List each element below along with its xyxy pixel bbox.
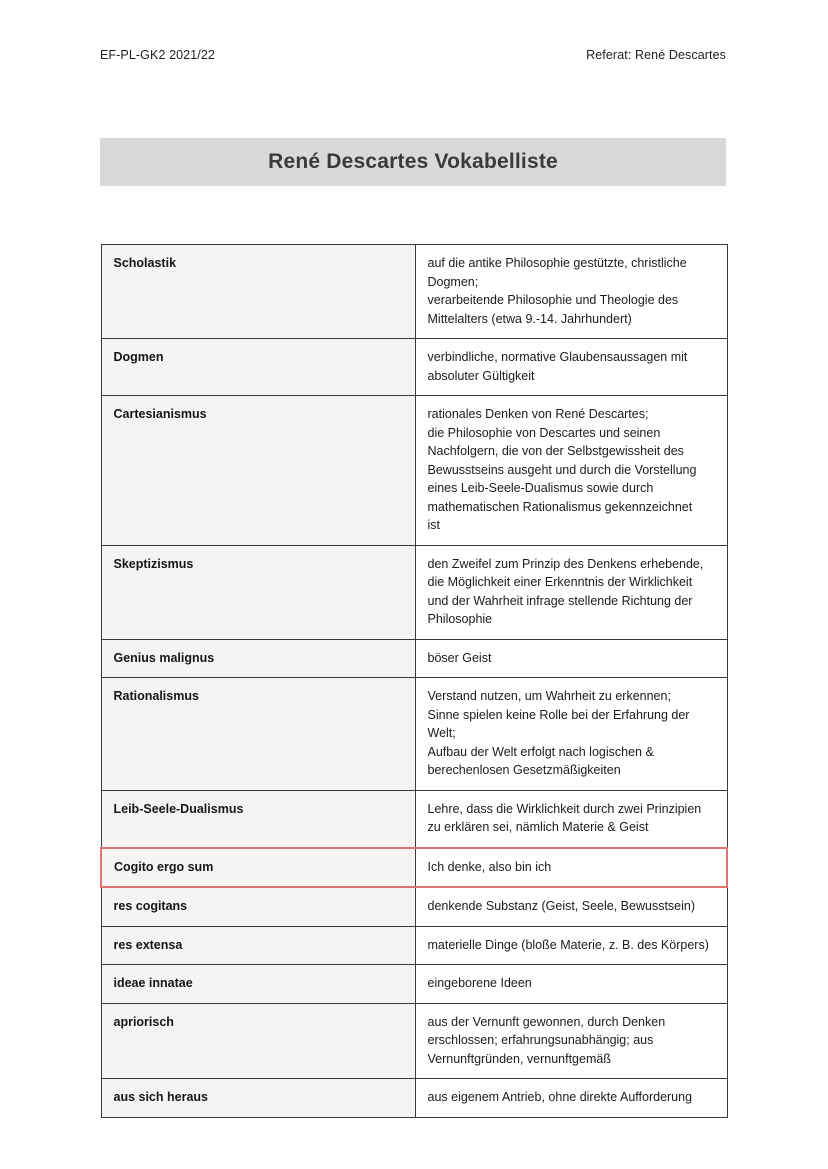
- table-row: [101, 1003, 727, 1079]
- vocabulary-term-cell: aus sich heraus: [101, 1079, 415, 1118]
- vocabulary-term-cell: Cogito ergo sum: [101, 848, 415, 888]
- definition-line: Welt;: [427, 726, 456, 740]
- definition-line: absoluter Gültigkeit: [427, 368, 535, 383]
- vocabulary-term-cell: Rationalismus: [101, 678, 415, 791]
- definition-line: Aufbau der Welt erfolgt nach logischen &: [427, 744, 654, 759]
- table-row: [101, 639, 727, 678]
- definition-line: verbindliche, normative Glaubensaussagen mit: [427, 350, 688, 364]
- vocabulary-table-body: [101, 245, 727, 1118]
- document-header: [100, 48, 726, 62]
- definition-line: Sinne spielen keine Rolle bei der Erfahrung der: [427, 707, 690, 722]
- vocabulary-term-cell: Dogmen: [101, 339, 415, 396]
- page-title: René Descartes Vokabelliste: [268, 150, 558, 173]
- definition-line: eines Leib-Seele-Dualismus sowie durch: [427, 481, 654, 495]
- vocabulary-definition-cell: [415, 1079, 727, 1118]
- definition-line: die Möglichkeit einer Erkenntnis der Wirklichkeit: [427, 575, 693, 589]
- vocabulary-table-container: [100, 244, 726, 1118]
- definition-line: aus der Vernunft gewonnen, durch Denken: [427, 1014, 666, 1029]
- table-row: [101, 848, 727, 888]
- vocabulary-definition-cell: [415, 790, 727, 848]
- definition-line: erschlossen; erfahrungsunabhängig; aus: [427, 1033, 654, 1047]
- definition-line: Verstand nutzen, um Wahrheit zu erkennen;: [427, 689, 671, 703]
- definition-line: rationales Denken von René Descartes;: [427, 407, 649, 421]
- vocabulary-term-cell: Skeptizismus: [101, 545, 415, 639]
- table-row: [101, 965, 727, 1004]
- definition-line: Philosophie: [427, 612, 493, 626]
- table-row: [101, 678, 727, 791]
- definition-line: mathematischen Rationalismus gekennzeichnet: [427, 499, 693, 514]
- table-row: [101, 396, 727, 546]
- definition-line: verarbeitende Philosophie und Theologie des: [427, 293, 679, 307]
- table-row: [101, 339, 727, 396]
- definition-line: böser Geist: [427, 650, 492, 665]
- table-row: [101, 790, 727, 848]
- table-row: [101, 245, 727, 339]
- definition-line: Nachfolgern, die von der Selbstgewissheit des: [427, 444, 684, 458]
- vocabulary-definition-cell: [415, 1003, 727, 1079]
- vocabulary-term-cell: Scholastik: [101, 245, 415, 339]
- table-row: [101, 545, 727, 639]
- vocabulary-definition-cell: [415, 245, 727, 339]
- definition-line: Vernunftgründen, vernunftgemäß: [427, 1051, 611, 1066]
- definition-line: den Zweifel zum Prinzip des Denkens erhebende,: [427, 556, 704, 571]
- vocabulary-definition-cell: [415, 965, 727, 1004]
- vocabulary-definition-cell: [415, 678, 727, 791]
- definition-line: eingeborene Ideen: [427, 976, 532, 990]
- vocabulary-definition-cell: [415, 545, 727, 639]
- vocabulary-term-cell: Genius malignus: [101, 639, 415, 678]
- course-code-label: EF-PL-GK2 2021/22: [100, 48, 215, 62]
- vocabulary-table: [100, 244, 728, 1118]
- definition-line: und der Wahrheit infrage stellende Richtung der: [427, 593, 693, 608]
- table-row: [101, 887, 727, 926]
- definition-line: berechenlosen Gesetzmäßigkeiten: [427, 763, 621, 777]
- definition-line: Dogmen;: [427, 274, 479, 289]
- vocabulary-definition-cell: [415, 926, 727, 965]
- table-row: [101, 926, 727, 965]
- vocabulary-term-cell: res extensa: [101, 926, 415, 965]
- vocabulary-definition-cell: [415, 639, 727, 678]
- vocabulary-term-cell: apriorisch: [101, 1003, 415, 1079]
- title-banner: [100, 138, 726, 186]
- vocabulary-definition-cell: [415, 887, 727, 926]
- vocabulary-definition-cell: [415, 848, 727, 888]
- definition-line: Mittelalters (etwa 9.-14. Jahrhundert): [427, 311, 632, 326]
- vocabulary-definition-cell: [415, 396, 727, 546]
- definition-line: ist: [427, 518, 440, 532]
- table-row: [101, 1079, 727, 1118]
- vocabulary-term-cell: Leib-Seele-Dualismus: [101, 790, 415, 848]
- vocabulary-term-cell: res cogitans: [101, 887, 415, 926]
- definition-line: die Philosophie von Descartes und seinen: [427, 425, 661, 440]
- definition-line: aus eigenem Antrieb, ohne direkte Aufforderung: [427, 1090, 693, 1104]
- presentation-topic-label: Referat: René Descartes: [586, 48, 726, 62]
- definition-line: materielle Dinge (bloße Materie, z. B. des Körpers): [427, 937, 709, 952]
- definition-line: Bewusstseins ausgeht und durch die Vorstellung: [427, 462, 697, 477]
- vocabulary-term-cell: ideae innatae: [101, 965, 415, 1004]
- definition-line: zu erklären sei, nämlich Materie & Geist: [427, 820, 649, 834]
- definition-line: auf die antike Philosophie gestützte, christliche: [427, 256, 687, 270]
- vocabulary-definition-cell: [415, 339, 727, 396]
- definition-line: Ich denke, also bin ich: [427, 859, 552, 874]
- definition-line: Lehre, dass die Wirklichkeit durch zwei Prinzipien: [427, 801, 702, 816]
- vocabulary-term-cell: Cartesianismus: [101, 396, 415, 546]
- definition-line: denkende Substanz (Geist, Seele, Bewusstsein): [427, 899, 696, 913]
